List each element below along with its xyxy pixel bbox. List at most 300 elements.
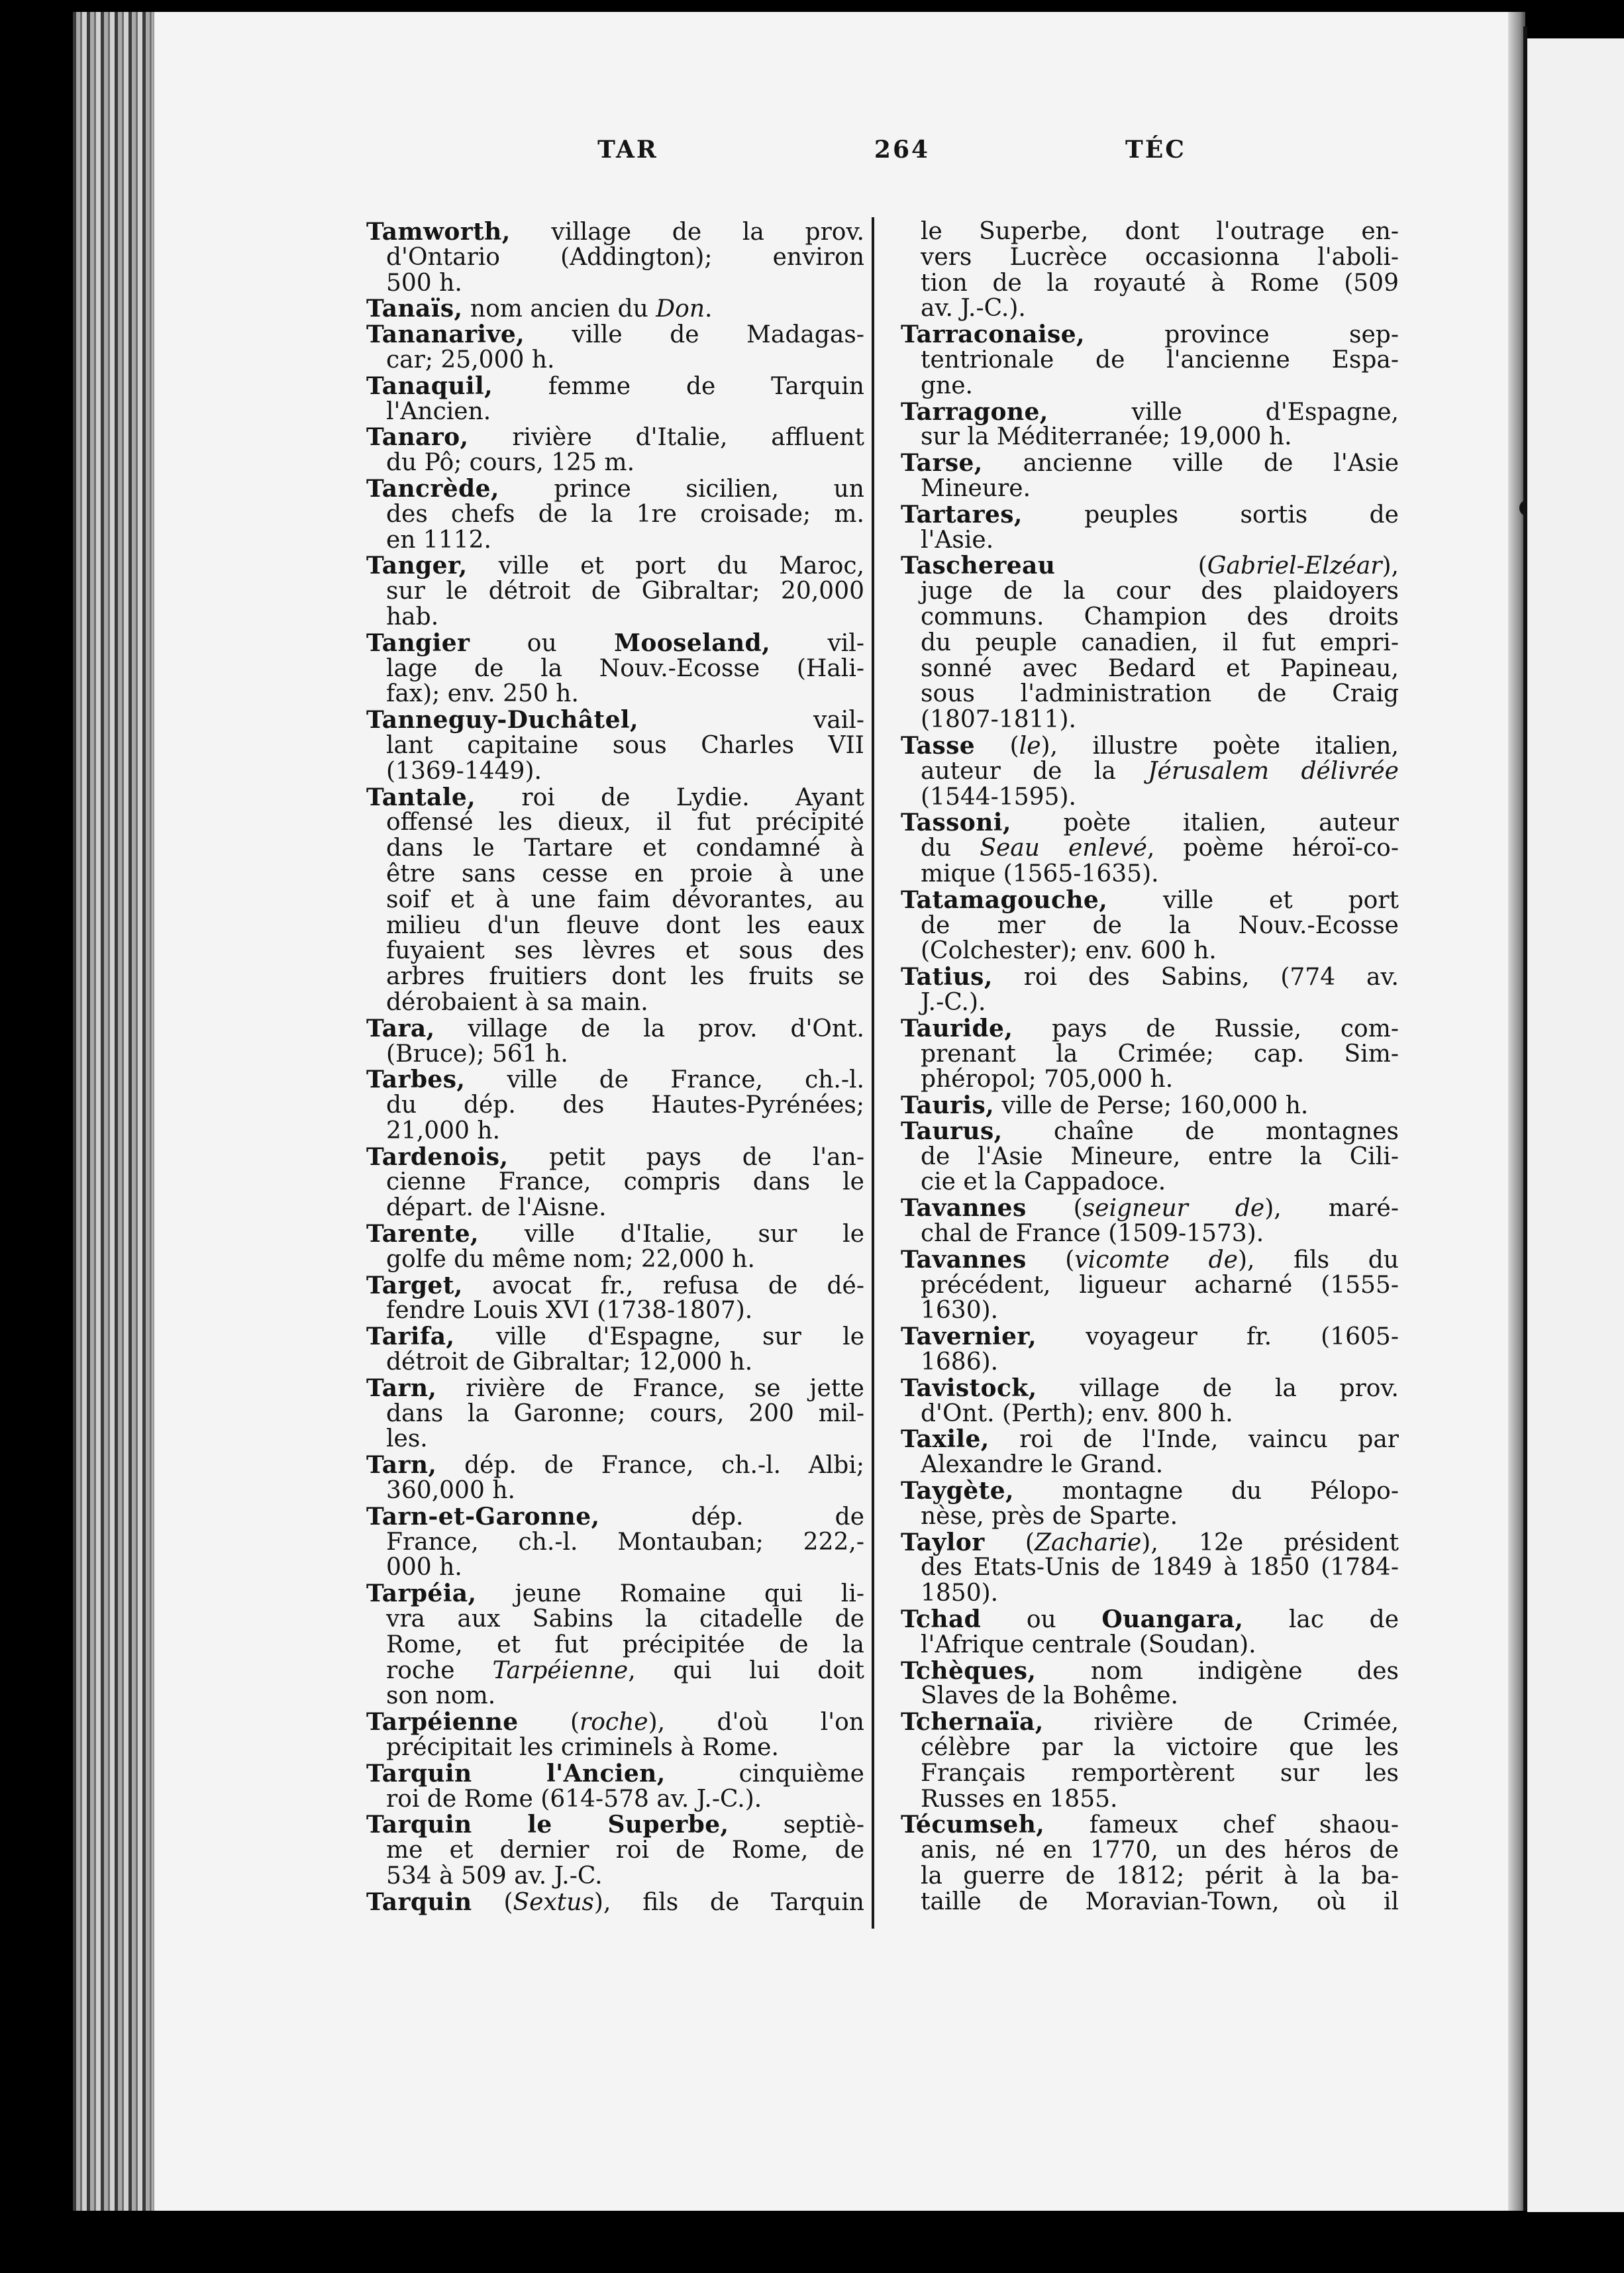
definition-text: golfe du même nom; 22,000 h. — [386, 1245, 755, 1273]
dictionary-line — [901, 1350, 1399, 1376]
definition-text: village de la prov. — [510, 219, 864, 246]
definition-text: cinquième — [665, 1760, 864, 1788]
dictionary-line — [901, 1324, 1399, 1350]
dictionary-line — [901, 502, 1399, 528]
dictionary-line — [901, 1761, 1399, 1787]
dictionary-line — [901, 1221, 1399, 1247]
dictionary-line — [901, 1504, 1399, 1530]
headword: Tarbes, — [366, 1066, 466, 1094]
headword: Tartares, — [901, 500, 1023, 529]
dictionary-line — [901, 938, 1399, 964]
headword: Tasse — [901, 731, 976, 760]
headword: Tancrède, — [366, 474, 499, 503]
headword: Tarn-et-Garonne, — [366, 1502, 600, 1531]
dictionary-line — [901, 245, 1399, 271]
headword: Tanaquil, — [366, 372, 493, 400]
definition-text: de mer de la Nouv.-Ecosse — [921, 911, 1399, 939]
dictionary-line — [901, 1195, 1399, 1221]
definition-text: fendre Louis XVI (1738-1807). — [386, 1297, 753, 1325]
dictionary-line — [366, 836, 864, 862]
dictionary-line — [901, 707, 1399, 733]
definition-text: sur la Méditerranée; 19,000 h. — [921, 423, 1292, 451]
dictionary-line — [366, 374, 864, 399]
definition-text: phéropol; 705,000 h. — [921, 1066, 1174, 1093]
definition-text: roi des Sabins, (774 av. — [992, 964, 1399, 991]
definition-text: roche — [386, 1656, 493, 1684]
dictionary-line — [366, 1042, 864, 1068]
dictionary-line — [901, 1067, 1399, 1093]
dictionary-line — [366, 399, 864, 425]
dictionary-line — [901, 1144, 1399, 1170]
dictionary-line — [366, 1555, 864, 1581]
definition-text: 1630). — [921, 1297, 999, 1325]
dictionary-line — [366, 1684, 864, 1709]
dictionary-line — [901, 1864, 1399, 1890]
definition-text: d'Ontario (Addington); environ — [386, 243, 864, 271]
dictionary-line — [901, 322, 1399, 348]
dictionary-line — [366, 1838, 864, 1864]
definition-text: mique (1565-1635). — [921, 860, 1159, 887]
headword: Tchernaïa, — [901, 1708, 1044, 1737]
definition-text: gne. — [921, 372, 973, 399]
dictionary-line — [901, 1530, 1399, 1556]
definition-text: ou — [470, 629, 615, 657]
column-divider — [872, 217, 874, 1929]
definition-text: peuples sortis de — [1022, 501, 1399, 529]
dictionary-line — [366, 1067, 864, 1093]
definition-text: ville et port du Maroc, — [467, 552, 864, 580]
definition-text: ( — [1026, 1246, 1075, 1274]
dictionary-line — [901, 425, 1399, 450]
definition-text: 500 h. — [386, 269, 462, 297]
dictionary-line — [366, 1350, 864, 1376]
dictionary-line — [366, 502, 864, 528]
headword: Tavannes — [901, 1194, 1027, 1223]
definition-text: province sep- — [1084, 321, 1399, 349]
definition-text: 1850). — [921, 1580, 999, 1607]
definition-text: ville d'Espagne, — [1048, 398, 1399, 426]
definition-text: tentrionale de l'ancienne Espa- — [921, 346, 1399, 374]
definition-text: dans la Garonne; cours, 200 mil- — [386, 1399, 864, 1427]
definition-text: auteur de la — [921, 757, 1148, 785]
headword: Tarifa, — [366, 1323, 455, 1351]
dictionary-line — [366, 296, 864, 322]
italic-text: Seau enlevé — [980, 834, 1147, 862]
definition-text: car; 25,000 h. — [386, 346, 555, 374]
definition-text: jeune Romaine qui li- — [476, 1580, 864, 1608]
definition-text: femme de Tarquin — [493, 372, 864, 400]
dictionary-line — [901, 1452, 1399, 1478]
definition-text: Slaves de la Bohême. — [921, 1682, 1178, 1710]
dictionary-line — [901, 1658, 1399, 1684]
definition-text: vers Lucrèce occasionna l'aboli- — [921, 243, 1399, 271]
definition-text: ( — [1055, 552, 1207, 580]
dictionary-line — [901, 733, 1399, 759]
dictionary-line — [901, 682, 1399, 707]
definition-text: Russes en 1855. — [921, 1785, 1118, 1813]
definition-text: lant capitaine sous Charles VII — [386, 731, 864, 759]
headword: Tarraconaise, — [901, 321, 1085, 349]
definition-text: nom indigène des — [1036, 1657, 1399, 1685]
definition-text: anis, né en 1770, un des héros de — [921, 1837, 1399, 1864]
definition-text: du Pô; cours, 125 m. — [386, 449, 635, 477]
facing-page-edge — [1527, 38, 1624, 2212]
definition-text: ou — [981, 1606, 1102, 1634]
definition-text: 1686). — [921, 1348, 999, 1376]
dictionary-line — [901, 1016, 1399, 1042]
definition-text: , poème héroï-co- — [1146, 834, 1399, 862]
definition-text: dép. de — [599, 1503, 864, 1531]
definition-text: arbres fruitiers dont les fruits se — [386, 963, 864, 991]
dictionary-line — [366, 1735, 864, 1761]
dictionary-line — [901, 836, 1399, 862]
dictionary-line — [901, 271, 1399, 297]
definition-text: ( — [1026, 1195, 1083, 1223]
dictionary-line — [901, 1812, 1399, 1838]
definition-text: rivière de Crimée, — [1043, 1709, 1399, 1737]
dictionary-line — [366, 1761, 864, 1787]
dictionary-line — [366, 528, 864, 554]
headword: Tamworth, — [366, 218, 511, 246]
definition-text: sous l'administration de Craig — [921, 680, 1399, 708]
dictionary-line — [366, 1890, 864, 1915]
definition-text: cienne France, compris dans le — [386, 1168, 864, 1196]
definition-text: milieu d'un fleuve dont les eaux — [386, 911, 864, 939]
dictionary-line — [901, 296, 1399, 322]
definition-text: ville de Perse; 160,000 h. — [994, 1092, 1309, 1120]
definition-text: des Etats-Unis de 1849 à 1850 (1784- — [921, 1554, 1399, 1582]
headword: Tauris, — [901, 1091, 995, 1120]
headword: Tchad — [901, 1605, 982, 1634]
dictionary-line — [366, 553, 864, 579]
dictionary-line — [901, 399, 1399, 425]
definition-text: petit pays de l'an- — [508, 1143, 864, 1171]
definition-text: J.-C.). — [921, 988, 986, 1016]
headword: Tarse, — [901, 449, 983, 478]
definition-text: en 1112. — [386, 526, 491, 554]
italic-text: seigneur de — [1082, 1195, 1265, 1223]
headword: Tanneguy-Duchâtel, — [366, 706, 638, 734]
headword: Tchèques, — [901, 1656, 1037, 1685]
definition-text: (1807-1811). — [921, 706, 1076, 734]
definition-text: Mineure. — [921, 474, 1031, 502]
definition-text: d'Ont. (Perth); env. 800 h. — [921, 1399, 1233, 1427]
headword: Tanger, — [366, 552, 468, 580]
headword: Tara, — [366, 1014, 435, 1042]
definition-text: vail- — [638, 707, 864, 734]
definition-text: Rome, et fut précipitée de la — [386, 1631, 864, 1658]
dictionary-line — [901, 785, 1399, 811]
dictionary-line — [366, 1864, 864, 1890]
definition-text: 000 h. — [386, 1554, 462, 1582]
definition-text: ancienne ville de l'Asie — [982, 450, 1399, 478]
definition-text: lac de — [1243, 1606, 1399, 1634]
dictionary-line — [901, 1787, 1399, 1813]
definition-text: le Superbe, dont l'outrage en- — [921, 218, 1399, 245]
dictionary-line — [366, 990, 864, 1016]
dictionary-line — [901, 810, 1399, 836]
definition-text: ( — [472, 1888, 513, 1916]
definition-text: av. J.-C.). — [921, 295, 1026, 323]
definition-text: ville d'Italie, sur le — [478, 1221, 864, 1248]
headword: Tatamagouche, — [901, 885, 1108, 914]
italic-text: Sextus — [513, 1888, 594, 1916]
definition-text: ), fils de Tarquin — [593, 1888, 864, 1916]
definition-text: communs. Champion des droits — [921, 603, 1399, 631]
dictionary-line — [366, 1530, 864, 1556]
italic-text: Jérusalem délivrée — [1148, 757, 1399, 785]
dictionary-line — [366, 348, 864, 374]
definition-text: dans le Tartare et condamné à — [386, 834, 864, 862]
definition-text: roi de Lydie. Ayant — [476, 783, 864, 811]
definition-text: ), d'où l'on — [648, 1709, 864, 1737]
definition-text: sur le détroit de Gibraltar; 20,000 — [386, 578, 864, 605]
definition-text: France, ch.-l. Montauban; 222,- — [386, 1528, 864, 1556]
italic-text: Gabriel-Elzéar — [1207, 552, 1382, 580]
dictionary-line — [366, 1504, 864, 1530]
definition-text: poète italien, auteur — [1011, 809, 1399, 837]
dictionary-line — [901, 1273, 1399, 1299]
definition-text: roi de Rome (614-578 av. J.-C.). — [386, 1785, 762, 1813]
definition-text: me et dernier roi de Rome, de — [386, 1837, 864, 1864]
definition-text: , qui lui doit — [628, 1656, 864, 1684]
dictionary-line — [366, 1093, 864, 1119]
dictionary-line — [366, 1119, 864, 1144]
dictionary-line — [901, 450, 1399, 476]
definition-text: ), fils du — [1237, 1246, 1399, 1274]
definition-text: . — [705, 295, 713, 323]
definition-text: prenant la Crimée; cap. Sim- — [921, 1040, 1399, 1068]
dictionary-line — [901, 1633, 1399, 1658]
definition-text: ), maré- — [1264, 1195, 1399, 1223]
dictionary-line — [901, 1709, 1399, 1735]
definition-text: lage de la Nouv.-Ecosse (Hali- — [386, 654, 864, 682]
dictionary-line — [366, 1195, 864, 1221]
dictionary-line — [366, 1324, 864, 1350]
headword: Tangier — [366, 629, 470, 657]
definition-text: du peuple canadien, il fut empri- — [921, 629, 1399, 656]
headword: Taxile, — [901, 1425, 990, 1454]
definition-text: (1369-1449). — [386, 757, 542, 785]
dictionary-line — [901, 631, 1399, 656]
headword: Técumseh, — [901, 1811, 1045, 1839]
headword: Tavannes — [901, 1245, 1027, 1274]
definition-text: prince sicilien, un — [499, 475, 864, 503]
italic-text: Don — [656, 295, 705, 323]
italic-text: Tarpéienne — [492, 1656, 629, 1684]
headword: Tarpéia, — [366, 1580, 477, 1608]
definition-text: l'Afrique centrale (Soudan). — [921, 1631, 1256, 1658]
definition-text: du dép. des Hautes-Pyrénées; — [386, 1091, 864, 1119]
headword: Target, — [366, 1271, 463, 1299]
definition-text: des chefs de la 1re croisade; m. — [386, 500, 864, 528]
book-page-edges — [73, 12, 152, 2211]
definition-text: rivière d'Italie, affluent — [468, 424, 864, 452]
headword: Tantale, — [366, 783, 476, 811]
dictionary-line — [366, 476, 864, 502]
dictionary-line — [901, 1478, 1399, 1504]
definition-text: ), 12e président — [1141, 1529, 1399, 1556]
headword: Mooseland, — [614, 629, 771, 657]
definition-text: juge de la cour des plaidoyers — [921, 578, 1399, 605]
definition-text: son nom. — [386, 1682, 496, 1710]
definition-text: fameux chef shaou- — [1044, 1811, 1399, 1839]
definition-text: hab. — [386, 603, 439, 631]
definition-text: 534 à 509 av. J.-C. — [386, 1862, 603, 1890]
page-number: 264 — [874, 136, 931, 164]
headword: Tarn, — [366, 1451, 437, 1480]
definition-text: l'Asie. — [921, 526, 994, 554]
headword: Tanaro, — [366, 423, 469, 452]
dictionary-line — [366, 1812, 864, 1838]
dictionary-line — [901, 1247, 1399, 1273]
headword: Tarpéienne — [366, 1708, 519, 1737]
definition-text: nèse, près de Sparte. — [921, 1502, 1178, 1530]
dictionary-line — [901, 964, 1399, 990]
definition-text: village de la prov. — [1037, 1374, 1399, 1402]
definition-text: cie et la Cappadoce. — [921, 1168, 1166, 1196]
definition-text: 360,000 h. — [386, 1477, 515, 1505]
dictionary-line — [901, 862, 1399, 887]
italic-text: Zacharie — [1034, 1529, 1142, 1556]
definition-text: sonné avec Bedard et Papineau, — [921, 654, 1399, 682]
dictionary-line — [366, 1427, 864, 1452]
definition-text: Alexandre le Grand. — [921, 1451, 1164, 1479]
dictionary-line — [366, 682, 864, 707]
definition-text: célèbre par la victoire que les — [921, 1734, 1399, 1762]
dictionary-line — [901, 528, 1399, 554]
dictionary-line — [366, 938, 864, 964]
definition-text: rivière de France, se jette — [436, 1374, 864, 1402]
dictionary-line — [901, 990, 1399, 1016]
headword: Tarente, — [366, 1220, 479, 1248]
dictionary-line — [366, 733, 864, 759]
dictionary-line — [901, 1042, 1399, 1068]
dictionary-line — [366, 1298, 864, 1324]
headword: Tatius, — [901, 963, 993, 991]
definition-text: vil- — [770, 629, 864, 657]
dictionary-line — [366, 1016, 864, 1042]
definition-text: ville et port — [1107, 886, 1399, 914]
dictionary-line — [366, 810, 864, 836]
dictionary-line — [901, 1581, 1399, 1607]
dictionary-line — [366, 1607, 864, 1633]
definition-text: taille de Moravian-Town, où il — [921, 1888, 1399, 1915]
dictionary-line — [366, 219, 864, 245]
dictionary-line — [901, 219, 1399, 245]
definition-text: être sans cesse en proie à une — [386, 860, 864, 887]
dictionary-line — [901, 1093, 1399, 1119]
definition-text: ( — [984, 1529, 1035, 1556]
dictionary-line — [366, 707, 864, 733]
headword: Tarquin l'Ancien, — [366, 1759, 666, 1788]
definition-text: détroit de Gibraltar; 12,000 h. — [386, 1348, 753, 1376]
definition-text: roi de l'Inde, vaincu par — [989, 1426, 1399, 1454]
definition-text: village de la prov. d'Ont. — [434, 1015, 864, 1042]
definition-text: ), illustre poète italien, — [1040, 732, 1399, 760]
headword: Taylor — [901, 1528, 985, 1556]
dictionary-line — [901, 579, 1399, 605]
definition-text: ville de France, ch.-l. — [465, 1066, 864, 1094]
definition-text: ), — [1382, 552, 1399, 580]
italic-text: le — [1019, 732, 1041, 760]
dictionary-line — [366, 913, 864, 939]
dictionary-line — [901, 1890, 1399, 1915]
definition-text: chaîne de montagnes — [1002, 1117, 1399, 1145]
dictionary-line — [366, 1144, 864, 1170]
definition-text: offensé les dieux, il fut précipité — [386, 809, 864, 836]
headword: Taurus, — [901, 1117, 1003, 1145]
dictionary-line — [901, 1427, 1399, 1452]
definition-text: pays de Russie, com- — [1013, 1015, 1399, 1042]
dictionary-line — [366, 862, 864, 887]
dictionary-line — [366, 245, 864, 271]
dictionary-line — [366, 1709, 864, 1735]
running-head-right: TÉC — [1125, 136, 1186, 164]
headword: Tanaïs, — [366, 295, 463, 323]
dictionary-line — [366, 579, 864, 605]
definition-text: 21,000 h. — [386, 1117, 501, 1144]
dictionary-line — [366, 631, 864, 656]
definition-text: soif et à une faim dévorantes, au — [386, 885, 864, 913]
definition-text: septiè- — [729, 1811, 865, 1839]
dictionary-line — [366, 450, 864, 476]
dictionary-line — [901, 1684, 1399, 1709]
definition-text: montagne du Pélopo- — [1013, 1478, 1399, 1505]
definition-text: tion de la royauté à Rome (509 — [921, 269, 1399, 297]
dictionary-line — [366, 1787, 864, 1813]
dictionary-line — [901, 605, 1399, 631]
headword: Tardenois, — [366, 1142, 509, 1171]
right-column — [901, 219, 1399, 1915]
definition-text: de l'Asie Mineure, entre la Cili- — [921, 1142, 1399, 1170]
headword: Tarn, — [366, 1374, 437, 1402]
left-column — [366, 219, 864, 1915]
dictionary-line — [366, 271, 864, 297]
headword: Tarquin le Superbe, — [366, 1811, 729, 1839]
definition-text: chal de France (1509-1573). — [921, 1220, 1264, 1248]
definition-text: la guerre de 1812; périt à la ba- — [921, 1862, 1399, 1890]
dictionary-line — [901, 913, 1399, 939]
dictionary-line — [366, 887, 864, 913]
dictionary-line — [366, 1170, 864, 1195]
dictionary-line — [366, 1376, 864, 1401]
definition-text: nom ancien du — [462, 295, 656, 323]
definition-text: dép. de France, ch.-l. Albi; — [436, 1452, 864, 1480]
dictionary-line — [901, 1735, 1399, 1761]
headword: Taygète, — [901, 1477, 1014, 1505]
definition-text: (1544-1595). — [921, 783, 1076, 811]
definition-text: vra aux Sabins la citadelle de — [386, 1605, 864, 1633]
dictionary-line — [366, 964, 864, 990]
dictionary-line — [901, 1838, 1399, 1864]
dictionary-line — [366, 605, 864, 631]
definition-text: fuyaient ses lèvres et sous des — [386, 937, 864, 965]
dictionary-line — [901, 476, 1399, 502]
italic-text: roche — [580, 1709, 648, 1737]
dictionary-line — [366, 1247, 864, 1273]
dictionary-line — [901, 1401, 1399, 1427]
dictionary-line — [901, 1607, 1399, 1633]
headword: Tassoni, — [901, 809, 1011, 837]
definition-text: Français remportèrent sur les — [921, 1759, 1399, 1787]
dictionary-line — [366, 1581, 864, 1607]
definition-text: les. — [386, 1425, 428, 1453]
dictionary-line — [366, 1221, 864, 1247]
headword: Taschereau — [901, 552, 1056, 580]
dictionary-line — [366, 1633, 864, 1658]
dictionary-line — [366, 322, 864, 348]
